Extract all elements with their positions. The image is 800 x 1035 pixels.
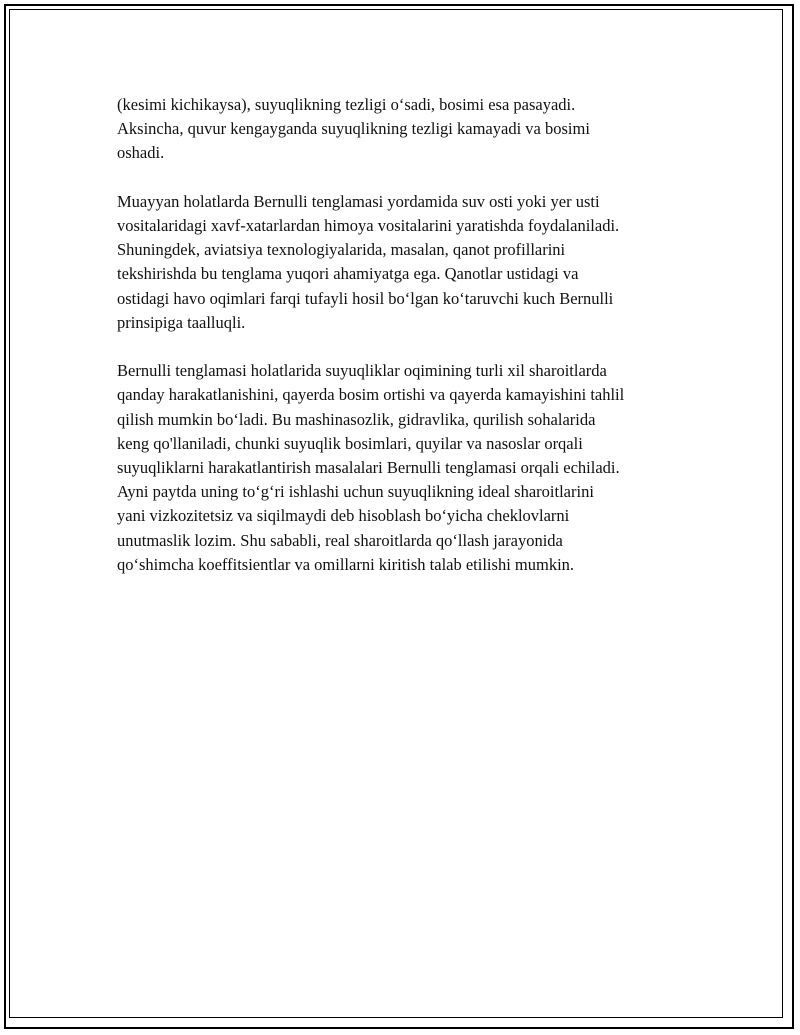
text-line: tekshirishda bu tenglama yuqori ahamiyatga ega. Qanotlar ustidagi va <box>117 264 579 284</box>
text-line: qilish mumkin bo‘ladi. Bu mashinasozlik, gidravlika, qurilish sohalarida <box>117 409 596 429</box>
text-line: keng qo'llaniladi, chunki suyuqlik bosimlari, quyilar va nasoslar orqali <box>117 433 583 453</box>
text-line: suyuqliklarni harakatlantirish masalalari Bernulli tenglamasi orqali echiladi. <box>117 458 620 478</box>
text-line: qo‘shimcha koeffitsientlar va omillarni kiritish talab etilishi mumkin. <box>117 554 575 574</box>
text-line: unutmaslik lozim. Shu sababli, real sharoitlarda qo‘llash jarayonida <box>117 530 563 550</box>
text-line: Ayni paytda uning to‘g‘ri ishlashi uchun suyuqlikning ideal sharoitlarini <box>117 482 594 502</box>
paragraph-3 <box>117 359 697 577</box>
text-line: prinsipiga taalluqli. <box>117 312 246 332</box>
text-line: Aksincha, quvur kengayganda suyuqlikning tezligi kamayadi va bosimi <box>117 119 590 139</box>
text-line: Bernulli tenglamasi holatlarida suyuqliklar oqimining turli xil sharoitlarda <box>117 361 607 381</box>
text-line: yani vizkozitetsiz va siqilmaydi deb hisoblash bo‘yicha cheklovlarni <box>117 506 570 526</box>
text-line: vositalaridagi xavf-xatarlardan himoya vositalarini yaratishda foydalaniladi. <box>117 216 620 235</box>
text-line: oshadi. <box>117 143 165 163</box>
text-line: ostidagi havo oqimlari farqi tufayli hosil bo‘lgan ko‘taruvchi kuch Bernulli <box>117 288 614 308</box>
paragraph-2 <box>117 190 697 335</box>
paragraph-1 <box>117 93 697 166</box>
document-body <box>117 93 697 601</box>
text-line: (kesimi kichikaysa), suyuqlikning tezligi o‘sadi, bosimi esa pasayadi. <box>117 95 576 114</box>
text-line: Muayyan holatlarda Bernulli tenglamasi yordamida suv osti yoki yer usti <box>117 191 600 211</box>
text-line: Shuningdek, aviatsiya texnologiyalarida, masalan, qanot profillarini <box>117 240 566 260</box>
text-line: qanday harakatlanishini, qayerda bosim ortishi va qayerda kamayishini tahlil <box>117 385 625 405</box>
